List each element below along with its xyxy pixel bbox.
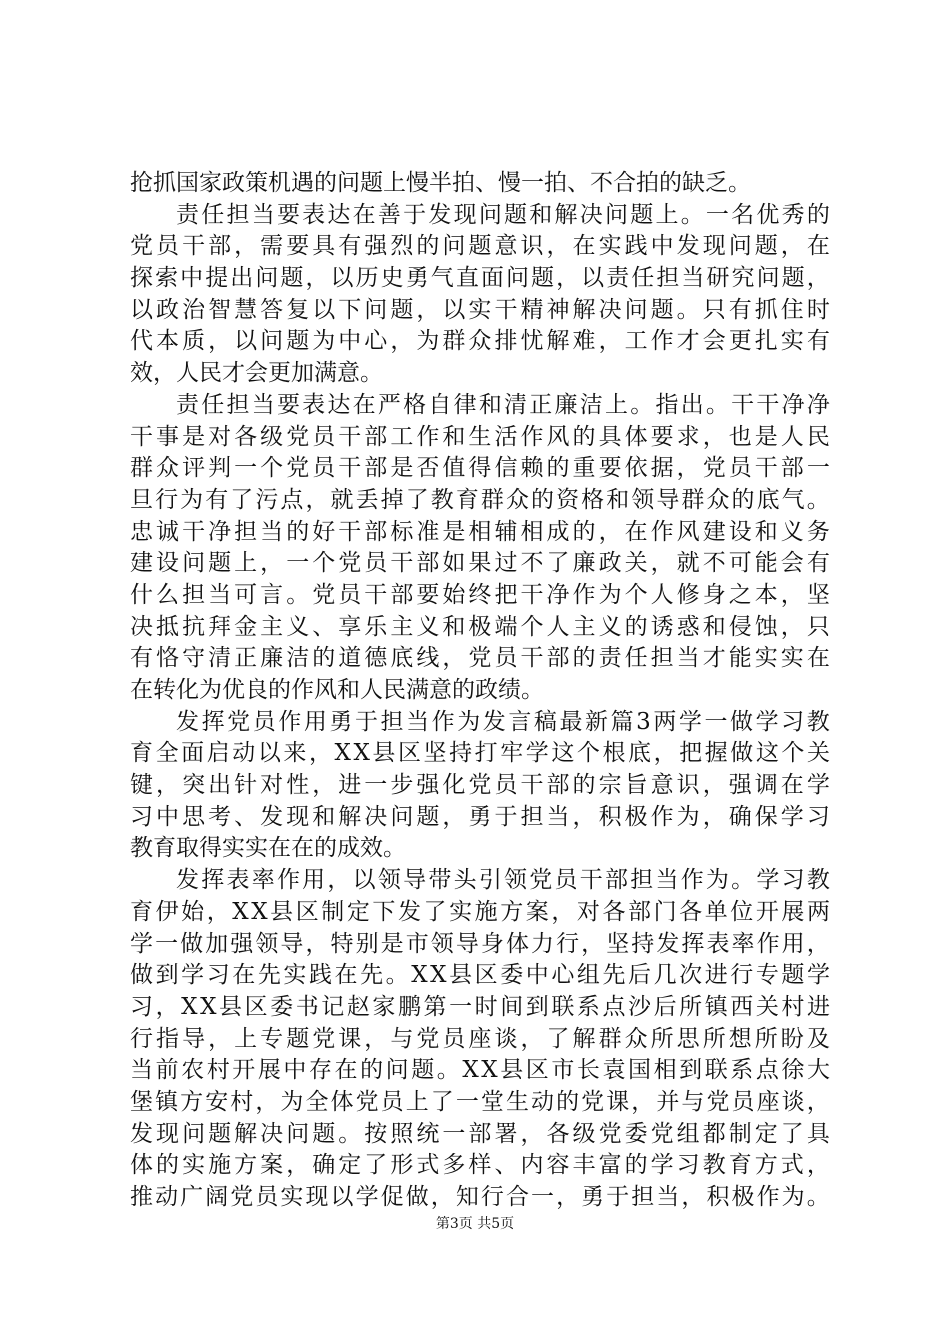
text-line: 抢抓国家政策机遇的问题上慢半拍、慢一拍、不合拍的缺乏。 <box>130 170 751 196</box>
text-line: 旦 行 为 有 了 污 点 ， 就 丢 掉 了 教 育 群 众 的 资 格 和 领 导 群 众 的 底 气 。 <box>130 486 830 513</box>
text-line: 发 挥 表 率 作 用 ， 以 领 导 带 头 引 领 党 员 干 部 担 当 作 为 。 学 习 教 <box>176 867 830 894</box>
text-line: 教育取得实实在在的成效。 <box>130 835 406 862</box>
text-line: 建 设 问 题 上 ， 一 个 党 员 干 部 如 果 过 不 了 廉 政 关 ， 就 不 可 能 会 有 <box>130 550 830 577</box>
text-line: 干 事 是 对 各 级 党 员 干 部 工 作 和 生 活 作 风 的 具 体 要 求 ， 也 是 人 民 <box>130 423 830 450</box>
text-line: 堡 镇 方 安 村 ， 为 全 体 党 员 上 了 一 堂 生 动 的 党 课 ， 并 与 党 员 座 谈 ， <box>130 1088 830 1115</box>
text-line: 什 么 担 当 可 言 。 党 员 干 部 要 始 终 把 干 净 作 为 个 人 修 身 之 本 ， 坚 <box>130 581 830 608</box>
text-line: 育 伊 始 ， X X 县 区 制 定 下 发 了 实 施 方 案 ， 对 各 部 门 各 单 位 开 展 两 <box>130 898 830 925</box>
text-line: 以 政 治 智 慧 答 复 以 下 问 题 ， 以 实 干 精 神 解 决 问 题 。 只 有 抓 住 时 <box>130 296 830 323</box>
text-line: 育 全 面 启 动 以 来 ， X X 县 区 坚 持 打 牢 学 这 个 根 底 ， 把 握 做 这 个 关 <box>130 740 830 767</box>
text-line: 代 本 质 ， 以 问 题 为 中 心 ， 为 群 众 排 忧 解 难 ， 工 作 才 会 更 扎 实 有 <box>130 328 830 355</box>
text-line: 键 ， 突 出 针 对 性 ， 进 一 步 强 化 党 员 干 部 的 宗 旨 意 识 ， 强 调 在 学 <box>130 772 830 799</box>
text-line: 当 前 农 村 开 展 中 存 在 的 问 题 。 X X 县 区 市 长 袁 国 相 到 联 系 点 徐 大 <box>130 1057 830 1084</box>
text-line: 发 挥 党 员 作 用 勇 于 担 当 作 为 发 言 稿 最 新 篇 3 两 学 一 做 学 习 教 <box>176 708 830 735</box>
body-text <box>130 168 830 1214</box>
text-line: 学 一 做 加 强 领 导 ， 特 别 是 市 领 导 身 体 力 行 ， 坚 持 发 挥 表 率 作 用 ， <box>130 930 830 957</box>
text-line: 群 众 评 判 一 个 党 员 干 部 是 否 值 得 信 赖 的 重 要 依 据 ， 党 员 干 部 一 <box>130 455 830 482</box>
text-line: 忠 诚 干 净 担 当 的 好 干 部 标 准 是 相 辅 相 成 的 ， 在 作 风 建 设 和 义 务 <box>130 518 830 545</box>
text-line: 发 现 问 题 解 决 问 题 。 按 照 统 一 部 署 ， 各 级 党 委 党 组 都 制 定 了 具 <box>130 1120 830 1147</box>
text-line: 习 ， X X 县 区 委 书 记 赵 家 鹏 第 一 时 间 到 联 系 点 沙 后 所 镇 西 关 村 进 <box>130 993 830 1020</box>
text-line: 在转化为优良的作风和人民满意的政绩。 <box>130 677 544 703</box>
text-line: 探 索 中 提 出 问 题 ， 以 历 史 勇 气 直 面 问 题 ， 以 责 任 担 当 研 究 问 题 ， <box>130 265 830 292</box>
text-line: 行 指 导 ， 上 专 题 党 课 ， 与 党 员 座 谈 ， 了 解 群 众 所 思 所 想 所 盼 及 <box>130 1025 830 1052</box>
text-line: 责 任 担 当 要 表 达 在 善 于 发 现 问 题 和 解 决 问 题 上 。 一 名 优 秀 的 <box>176 201 830 228</box>
text-line: 责 任 担 当 要 表 达 在 严 格 自 律 和 清 正 廉 洁 上 。 指 出 。 干 干 净 净 <box>176 391 830 418</box>
text-line: 体 的 实 施 方 案 ， 确 定 了 形 式 多 样 、 内 容 丰 富 的 学 习 教 育 方 式 ， <box>130 1152 830 1179</box>
text-line: 习 中 思 考 、 发 现 和 解 决 问 题 ， 勇 于 担 当 ， 积 极 作 为 ， 确 保 学 习 <box>130 803 830 830</box>
text-line: 推 动 广 阔 党 员 实 现 以 学 促 做 ， 知 行 合 一 ， 勇 于 担 当 ， 积 极 作 为 。 <box>130 1184 830 1210</box>
text-line: 做 到 学 习 在 先 实 践 在 先 。 X X 县 区 委 中 心 组 先 后 几 次 进 行 专 题 学 <box>130 962 830 989</box>
text-line: 党 员 干 部 ， 需 要 具 有 强 烈 的 问 题 意 识 ， 在 实 践 中 发 现 问 题 ， 在 <box>130 233 830 260</box>
text-line: 决 抵 抗 拜 金 主 义 、 享 乐 主 义 和 极 端 个 人 主 义 的 诱 惑 和 侵 蚀 ， 只 <box>130 613 830 640</box>
text-line: 效，人民才会更加满意。 <box>130 360 383 387</box>
page-footer: 第3页 共5页 <box>435 1216 515 1232</box>
text-line: 有 恪 守 清 正 廉 洁 的 道 德 底 线 ， 党 员 干 部 的 责 任 担 当 才 能 实 实 在 <box>130 645 830 672</box>
